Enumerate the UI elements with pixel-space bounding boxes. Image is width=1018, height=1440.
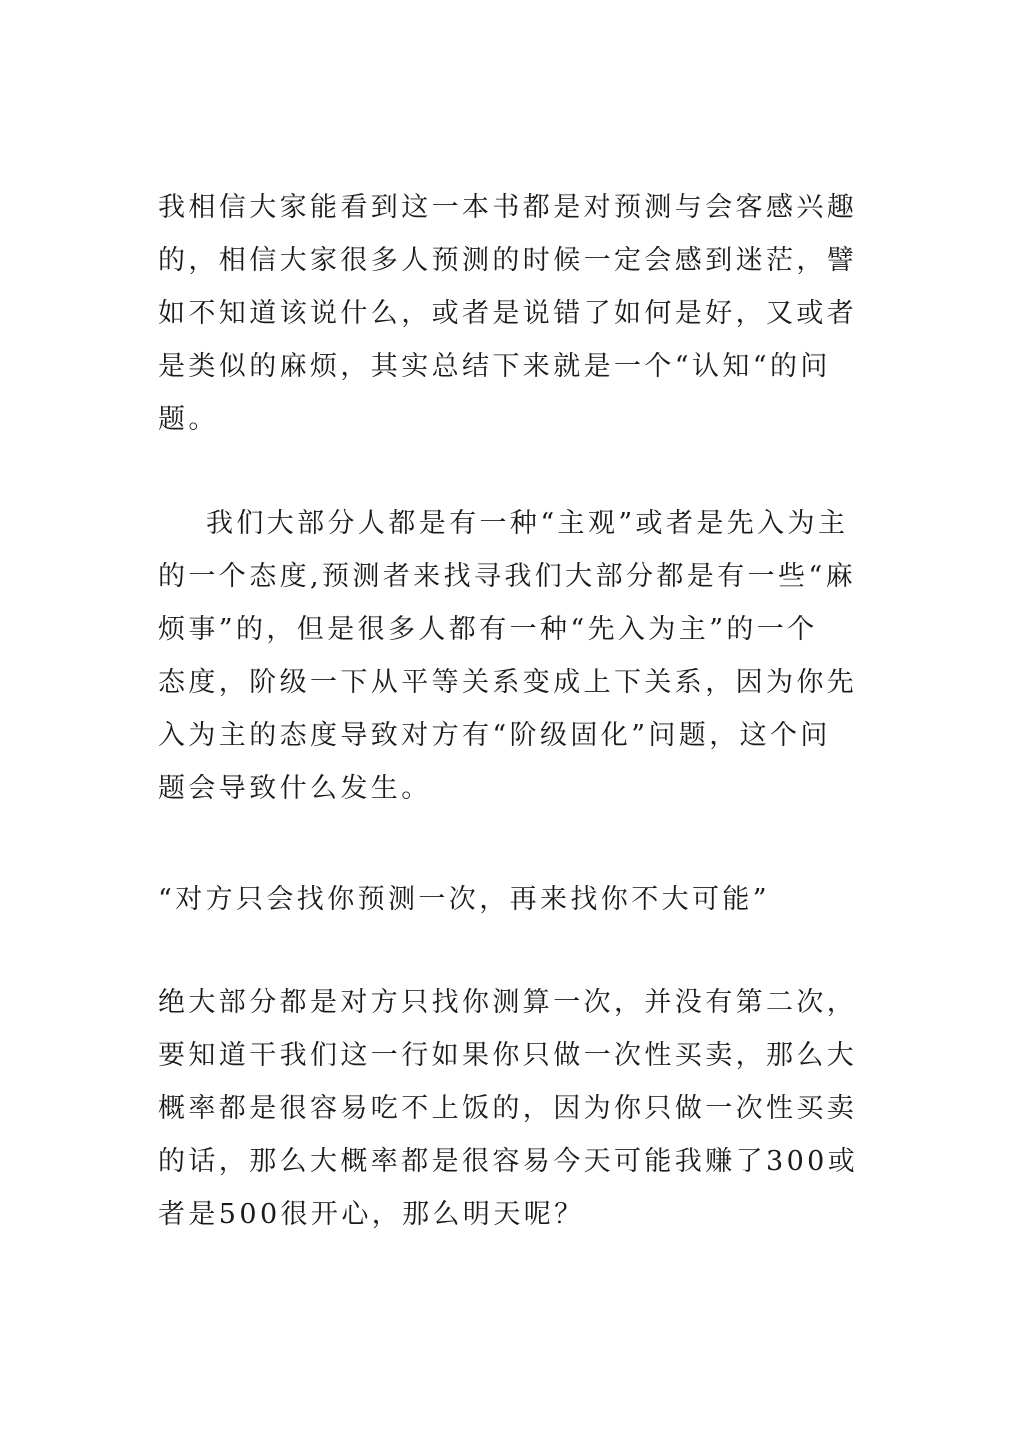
paragraph-2: 我们大部分人都是有一种“主观”或者是先入为主 的一个态度,预测者来找寻我们大部分都是有一些“麻 烦事”的，但是很多人都有一种“先入为主”的一个 态度，阶级一下从平等关系变成上下关系，因为你先 入为主的态度导致对方有“阶级固化”问题，这个问 题会导致什么发生。 xyxy=(158,508,858,804)
paragraph-1: 我相信大家能看到这一本书都是对预测与会客感兴趣 的，相信大家很多人预测的时候一定会感到迷茫，譬 如不知道该说什么，或者是说错了如何是好，又或者 是类似的麻烦，其实总结下来就是一个“认知“的问 题。 xyxy=(158,192,858,435)
paragraph-4: 绝大部分都是对方只找你测算一次，并没有第二次， 要知道干我们这一行如果你只做一次性买卖，那么大 概率都是很容易吃不上饭的，因为你只做一次性买卖 的话，那么大概率都是很容易今天可能我赚了300或 者是500很开心，那么明天呢？ xyxy=(158,987,859,1230)
quote-line: “对方只会找你预测一次，再来找你不大可能” xyxy=(158,884,771,915)
